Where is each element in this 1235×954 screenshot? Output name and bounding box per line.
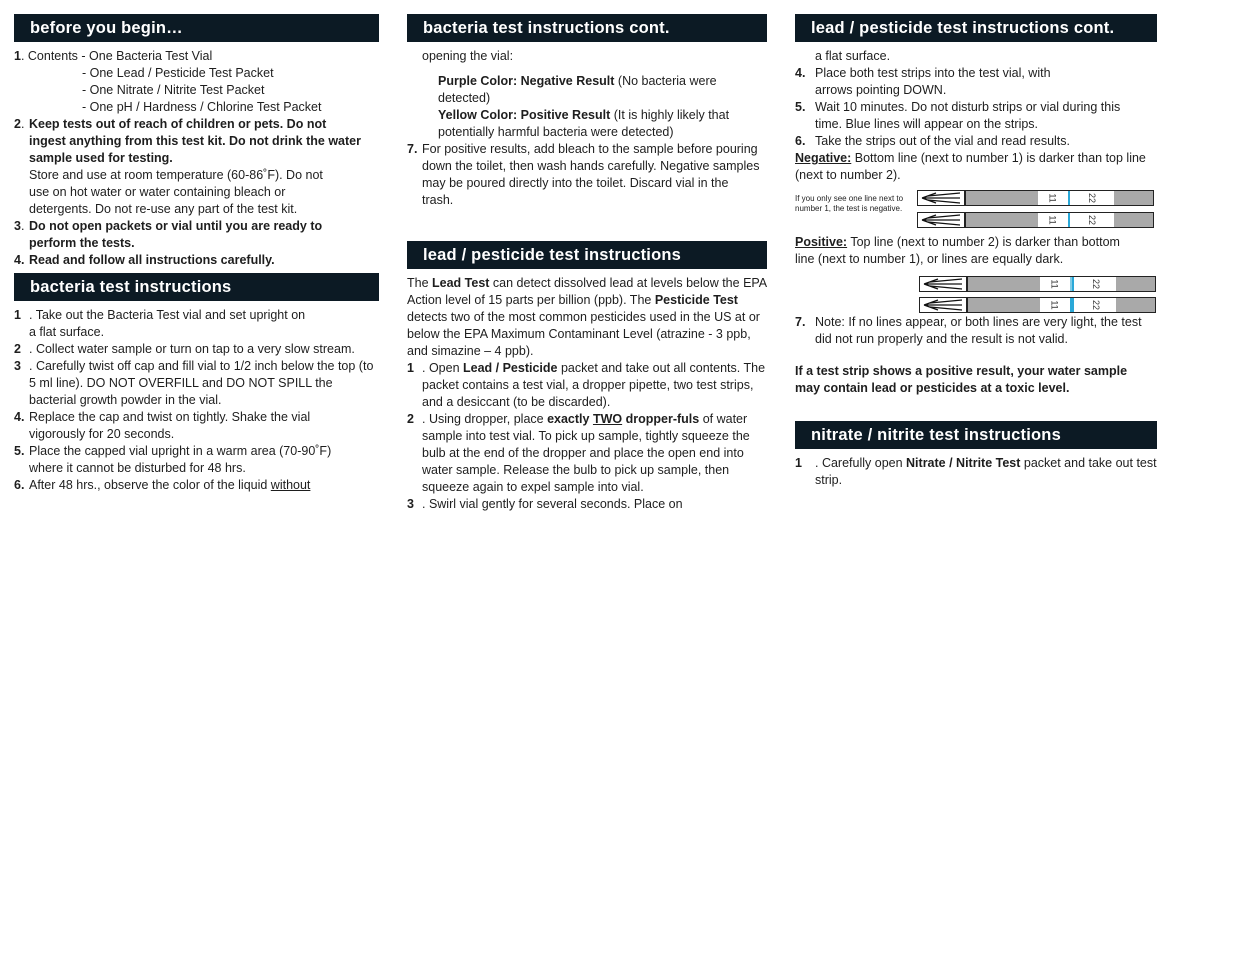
item-text: . Open — [422, 361, 463, 375]
item-number: 2 — [14, 342, 21, 356]
item-text: Replace the cap and twist on tightly. Shake the vial vigorously for 20 seconds. — [29, 410, 311, 441]
strip-number-2: 22 — [1070, 191, 1114, 205]
item-text: Note: If no lines appear, or both lines are very light, the test did not run properly and the result is not valid. — [815, 315, 1142, 346]
list-item: 2 . Keep tests out of reach of children or pets. Do not ingest anything from this test kit. Do not drink the water sample used for testing. Store and use at room temperature (60-86˚F). Do not use on hot water or water containing bleach or detergents. Do not re-use any part of the test kit. — [14, 116, 379, 218]
item-text: Place the capped vial upright in a warm area (70-90˚F) where it cannot be disturbed for 48 hrs. — [29, 444, 332, 475]
strip-number-2: 22 — [1070, 213, 1114, 227]
item-number: 1 — [795, 456, 802, 470]
positive-description — [795, 234, 1157, 268]
list-item — [795, 455, 1157, 489]
list-item — [14, 341, 379, 358]
item-bold-text: Nitrate / Nitrite Test — [906, 456, 1021, 470]
list-item — [795, 65, 1157, 99]
item-bold-text: Lead / Pesticide — [463, 361, 558, 375]
item-text: of water sample into test vial. To pick up sample, tightly squeeze the bulb at the end of the dropper and place the open end into water sample. Release the bulb to pick up sample, then squeeze again to expel sample into vial. — [422, 412, 750, 494]
negative-text: Bottom line (next to number 1) is darker than top line (next to number 2). — [795, 151, 1146, 182]
test-strip-positive-1 — [919, 276, 1156, 292]
underlined-word: without — [270, 478, 311, 492]
strip-number-2: 22 — [1072, 277, 1118, 291]
item-bold-text: Read and follow all instructions carefully. — [29, 253, 275, 267]
list-item — [14, 307, 379, 341]
item-bold-text: dropper-fuls — [622, 412, 700, 426]
list-item — [14, 252, 379, 269]
intro-bold: Pesticide Test — [654, 293, 738, 307]
negative-strips — [795, 190, 1157, 232]
list-item — [795, 314, 1157, 348]
list-item — [795, 99, 1157, 133]
item-number: 5. — [14, 444, 25, 458]
item-text: . Carefully twist off cap and fill vial to 1/2 inch below the top (to 5 ml line). DO NOT OVERFILL and DO NOT SPILL the bacterial growth powder in the vial. — [29, 359, 374, 407]
underlined-word: TWO — [592, 412, 623, 426]
item-text: For positive results, add bleach to the sample before pouring down the toilet, then wash hands carefully. Negative samples may be poured directly into the toilet. Discard vial in the trash. — [422, 142, 760, 207]
list-item — [407, 496, 767, 513]
contents-line: - One pH / Hardness / Chlorine Test Packet — [82, 100, 322, 114]
arrow-box — [920, 277, 968, 291]
list-item — [407, 360, 767, 411]
strip-number-1: 11 — [1038, 213, 1068, 227]
contents-number: 1 — [14, 49, 21, 63]
item-text: . Carefully open — [815, 456, 907, 470]
intro-text: can detect dissolved lead at levels below the EPA Action level of 15 parts per billion (ppb). The — [407, 276, 767, 307]
item-text: Store and use at room temperature (60-86˚F). Do not use on hot water or water containing bleach or detergents. Do not re-use any part of the test kit. — [29, 168, 323, 216]
test-strip-negative-2 — [917, 212, 1154, 228]
item-bold-text: exactly — [547, 412, 593, 426]
lead-intro — [407, 275, 767, 360]
column-bacteria-cont — [407, 14, 767, 513]
list-item — [14, 443, 379, 477]
item-number: 1 — [14, 308, 21, 322]
item-number: 2 — [407, 412, 414, 426]
list-item: 3 . Do not open packets or vial until you are ready to perform the tests. — [14, 218, 379, 252]
positive-text: Top line (next to number 2) is darker than bottom line (next to number 1), or lines are equally dark. — [795, 235, 1120, 266]
negative-note: If you only see one line next to number 1, the test is negative. — [795, 194, 904, 213]
arrow-box — [918, 213, 966, 227]
arrow-icon — [922, 278, 964, 290]
list-item — [407, 141, 767, 209]
contents-line: . Contents - One Bacteria Test Vial — [20, 49, 213, 63]
result-text: (It is highly likely that potentially harmful bacteria were detected) — [438, 108, 730, 139]
item-text: packet and take out all contents. The packet contains a test vial, a dropper pipette, two test strips, and a desiccant (to be discarded). — [422, 361, 766, 409]
item-number: 2 — [14, 117, 21, 131]
strip-number-2: 22 — [1072, 298, 1118, 312]
item-number: 7. — [407, 142, 418, 156]
item-number: 7. — [795, 315, 806, 329]
positive-strips — [795, 276, 1157, 316]
column-lead-cont — [795, 14, 1157, 489]
item-text: . Swirl vial gently for several seconds. Place on — [422, 497, 683, 511]
strip-number-1: 11 — [1038, 191, 1068, 205]
opening-text: opening the vial: — [422, 49, 514, 63]
section-header-bacteria-cont: bacteria test instructions cont. — [407, 14, 767, 42]
list-item — [14, 358, 379, 409]
contents-line: - One Lead / Pesticide Test Packet — [82, 66, 274, 80]
arrow-icon — [922, 299, 964, 311]
item-number: 1 — [407, 361, 414, 375]
list-item — [14, 409, 379, 443]
strip-number-1: 11 — [1040, 277, 1070, 291]
item-number: 4. — [14, 253, 25, 267]
item-number: 6. — [795, 134, 806, 148]
test-strip-negative-1 — [917, 190, 1154, 206]
warning-text: If a test strip shows a positive result, your water sample may contain lead or pesticides at a toxic level. — [795, 364, 1128, 395]
item-bold-text: Do not open packets or vial until you are ready to perform the tests. — [29, 219, 323, 250]
arrow-box — [920, 298, 968, 312]
positive-label: Positive: — [795, 235, 848, 249]
item-number: 4. — [795, 66, 806, 80]
item-number: 3 — [407, 497, 414, 511]
section-header-lead-cont: lead / pesticide test instructions cont. — [795, 14, 1157, 42]
result-label: Purple Color: Negative Result — [438, 74, 615, 88]
item-text: Take the strips out of the vial and read results. — [815, 134, 1070, 148]
item-text: Place both test strips into the test vial, with arrows pointing DOWN. — [815, 66, 1051, 97]
item-text: After 48 hrs., observe the color of the liquid — [29, 478, 271, 492]
item-text: Wait 10 minutes. Do not disturb strips or vial during this time. Blue lines will appear on the strips. — [815, 100, 1121, 131]
item-number: 5. — [795, 100, 806, 114]
arrow-icon — [920, 214, 962, 226]
item-text: . Using dropper, place — [422, 412, 548, 426]
test-strip-positive-2 — [919, 297, 1156, 313]
item-number: 4. — [14, 410, 25, 424]
intro-text: detects two of the most common pesticides used in the US at or below the EPA Maximum Contaminant Level (atrazine - 3 ppb, and simazine – 4 ppb). — [407, 310, 760, 358]
result-label: Yellow Color: Positive Result — [438, 108, 611, 122]
item-bold-text: Keep tests out of reach of children or pets. Do not ingest anything from this test kit. Do not drink the water sample used for testing. — [29, 117, 361, 165]
column-before-you-begin — [14, 14, 379, 494]
surface-text: a flat surface. — [815, 49, 891, 63]
section-header-bacteria: bacteria test instructions — [14, 273, 379, 301]
list-item — [14, 477, 379, 494]
intro-text: The — [407, 276, 433, 290]
intro-bold: Lead Test — [432, 276, 490, 290]
contents-list — [14, 48, 379, 65]
negative-description — [795, 150, 1157, 184]
item-number: 6. — [14, 478, 25, 492]
negative-label: Negative: — [795, 151, 852, 165]
section-header-lead-pesticide: lead / pesticide test instructions — [407, 241, 767, 269]
item-number: 3 — [14, 219, 21, 233]
list-item — [795, 133, 1157, 150]
section-header-nitrate: nitrate / nitrite test instructions — [795, 421, 1157, 449]
strip-number-1: 11 — [1040, 298, 1070, 312]
result-yellow — [407, 107, 767, 141]
item-number: 3 — [14, 359, 21, 373]
arrow-box — [918, 191, 966, 205]
contents-line: - One Nitrate / Nitrite Test Packet — [82, 83, 265, 97]
result-purple — [407, 73, 767, 107]
list-item — [407, 411, 767, 496]
section-header-before-you-begin: before you begin… — [14, 14, 379, 42]
result-text: (No bacteria were detected) — [438, 74, 717, 105]
arrow-icon — [920, 192, 962, 204]
item-text: packet and take out test strip. — [815, 456, 1157, 487]
item-text: . Take out the Bacteria Test vial and set upright on a flat surface. — [29, 308, 306, 339]
item-text: . Collect water sample or turn on tap to a very slow stream. — [29, 342, 355, 356]
